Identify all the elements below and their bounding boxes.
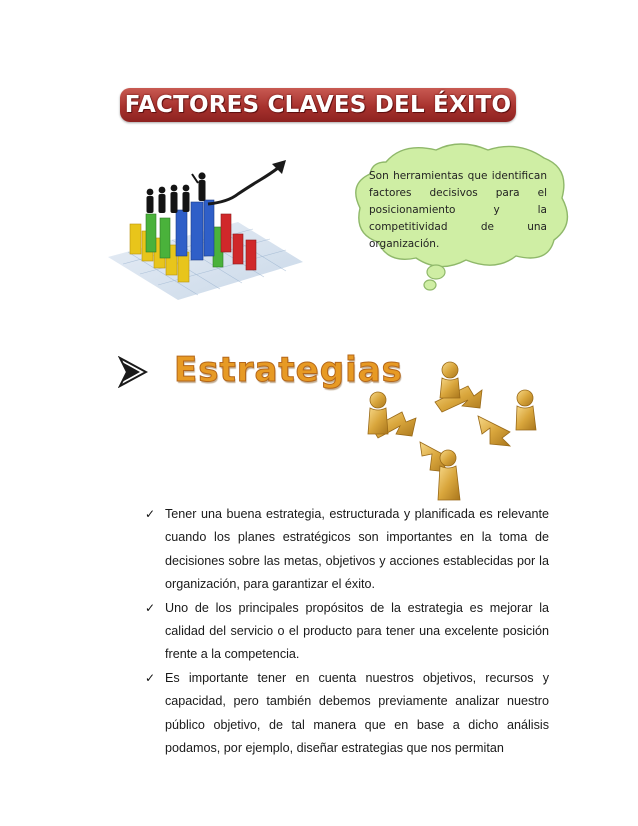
- list-item-text: Tener una buena estrategia, estructurada y planificada es relevante cuando los planes estratégicos son importantes en la toma de decisiones sobre las metas, objetivos y acciones establecidas por la organización, para garantizar el éxito.: [165, 507, 549, 592]
- list-item: [145, 597, 549, 667]
- puzzle-teamwork-illustration: [350, 350, 555, 510]
- list-item: [145, 503, 549, 597]
- thought-cloud: [348, 140, 578, 300]
- arrow-right-icon: [118, 356, 148, 388]
- list-item-text: Uno de los principales propósitos de la estrategia es mejorar la calidad del servicio o el producto para tener una excelente posición frente a la competencia.: [165, 600, 549, 662]
- growth-chart-illustration: [88, 152, 308, 302]
- cloud-text: Son herramientas que identifican factores decisivos para el posicionamiento y la competitividad de una organización.: [369, 170, 547, 250]
- chart-bars-blue: [176, 200, 214, 260]
- check-icon: ✓: [145, 600, 156, 615]
- check-icon: ✓: [145, 507, 156, 521]
- title-banner: [120, 88, 516, 122]
- list-item: [145, 667, 549, 761]
- list-item-text: Es importante tener en cuenta nuestros objetivos, recursos y capacidad, pero también debemos previamente analizar nuestro público objetivo, de tal manera que en base a dicho análisis podamos, por ejemplo, diseñar estrategias que nos permitan: [165, 670, 549, 756]
- check-icon: ✓: [145, 670, 156, 685]
- page-title: FACTORES CLAVES DEL ÉXITO: [124, 92, 512, 118]
- section-heading: Estrategias: [174, 350, 403, 390]
- strategy-list: [145, 503, 549, 760]
- rising-arrow: [208, 160, 286, 204]
